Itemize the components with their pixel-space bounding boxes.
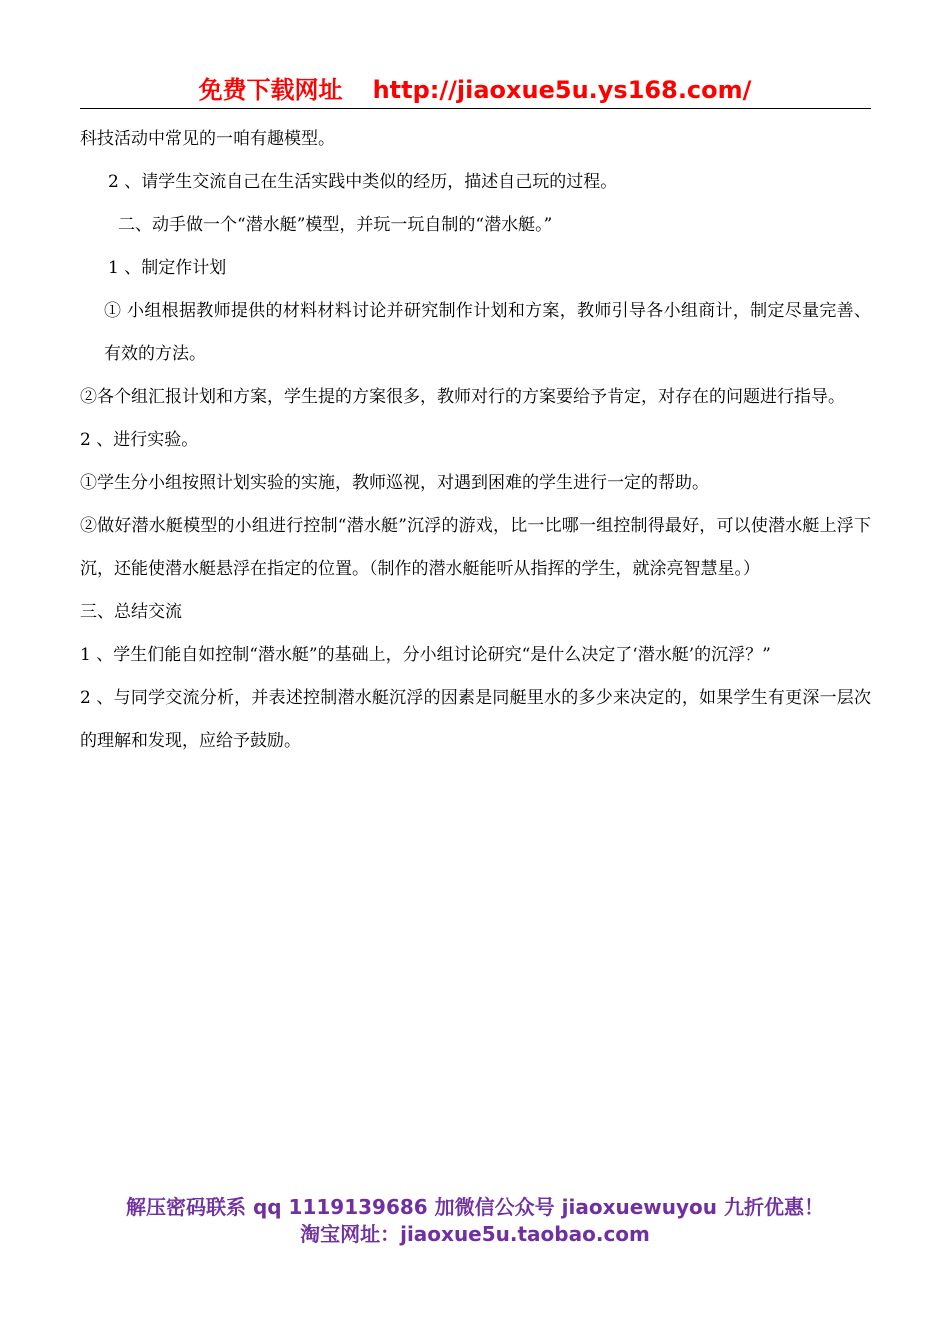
section-heading: 三、总结交流 — [80, 602, 182, 622]
paragraph: 1 、学生们能自如控制“潜水艇”的基础上，分小组讨论研究“是什么决定了‘潜水艇’的沉浮？” — [80, 645, 771, 665]
header-url-link[interactable]: http://jiaoxue5u.ys168.com/ — [372, 76, 752, 104]
page-header — [80, 72, 870, 108]
page-footer — [60, 1194, 890, 1248]
header-divider — [80, 108, 871, 109]
paragraph: 2 、与同学交流分析，并表述控制潜水艇沉浮的因素是同艇里水的多少来决定的，如果学生有更深一层次的理解和发现，应给予鼓励。 — [80, 688, 871, 751]
document-body — [80, 118, 871, 763]
footer-shop-link[interactable]: 淘宝网址：jiaoxue5u.taobao.com — [300, 1222, 650, 1246]
header-label: 免费下载网址 — [198, 76, 343, 104]
paragraph: ②做好潜水艇模型的小组进行控制“潜水艇”沉浮的游戏，比一比哪一组控制得最好，可以使潜水艇上浮下沉，还能使潜水艇悬浮在指定的位置。（制作的潜水艇能听从指挥的学生，就涂亮智慧星。） — [80, 516, 871, 579]
sub-heading: 1 、制定作计划 — [108, 258, 227, 278]
paragraph: ①学生分小组按照计划实验的实施，教师巡视，对遇到困难的学生进行一定的帮助。 — [80, 473, 709, 493]
paragraph: 2 、请学生交流自己在生活实践中类似的经历，描述自己玩的过程。 — [108, 172, 618, 192]
section-heading: 二、动手做一个“潜水艇”模型，并玩一玩自制的“潜水艇。” — [118, 215, 553, 235]
paragraph: ① 小组根据教师提供的材料材料讨论并研究制作计划和方案，教师引导各小组商计，制定尽量完善、有效的方法。 — [104, 301, 871, 364]
footer-contact-line: 解压密码联系 qq 1119139686 加微信公众号 jiaoxuewuyou 九折优惠！ — [126, 1195, 824, 1219]
sub-heading: 2 、进行实验。 — [80, 430, 199, 450]
paragraph: ②各个组汇报计划和方案，学生提的方案很多，教师对行的方案要给予肯定，对存在的问题进行指导。 — [80, 387, 845, 407]
paragraph: 科技活动中常见的一咱有趣模型。 — [80, 129, 335, 149]
